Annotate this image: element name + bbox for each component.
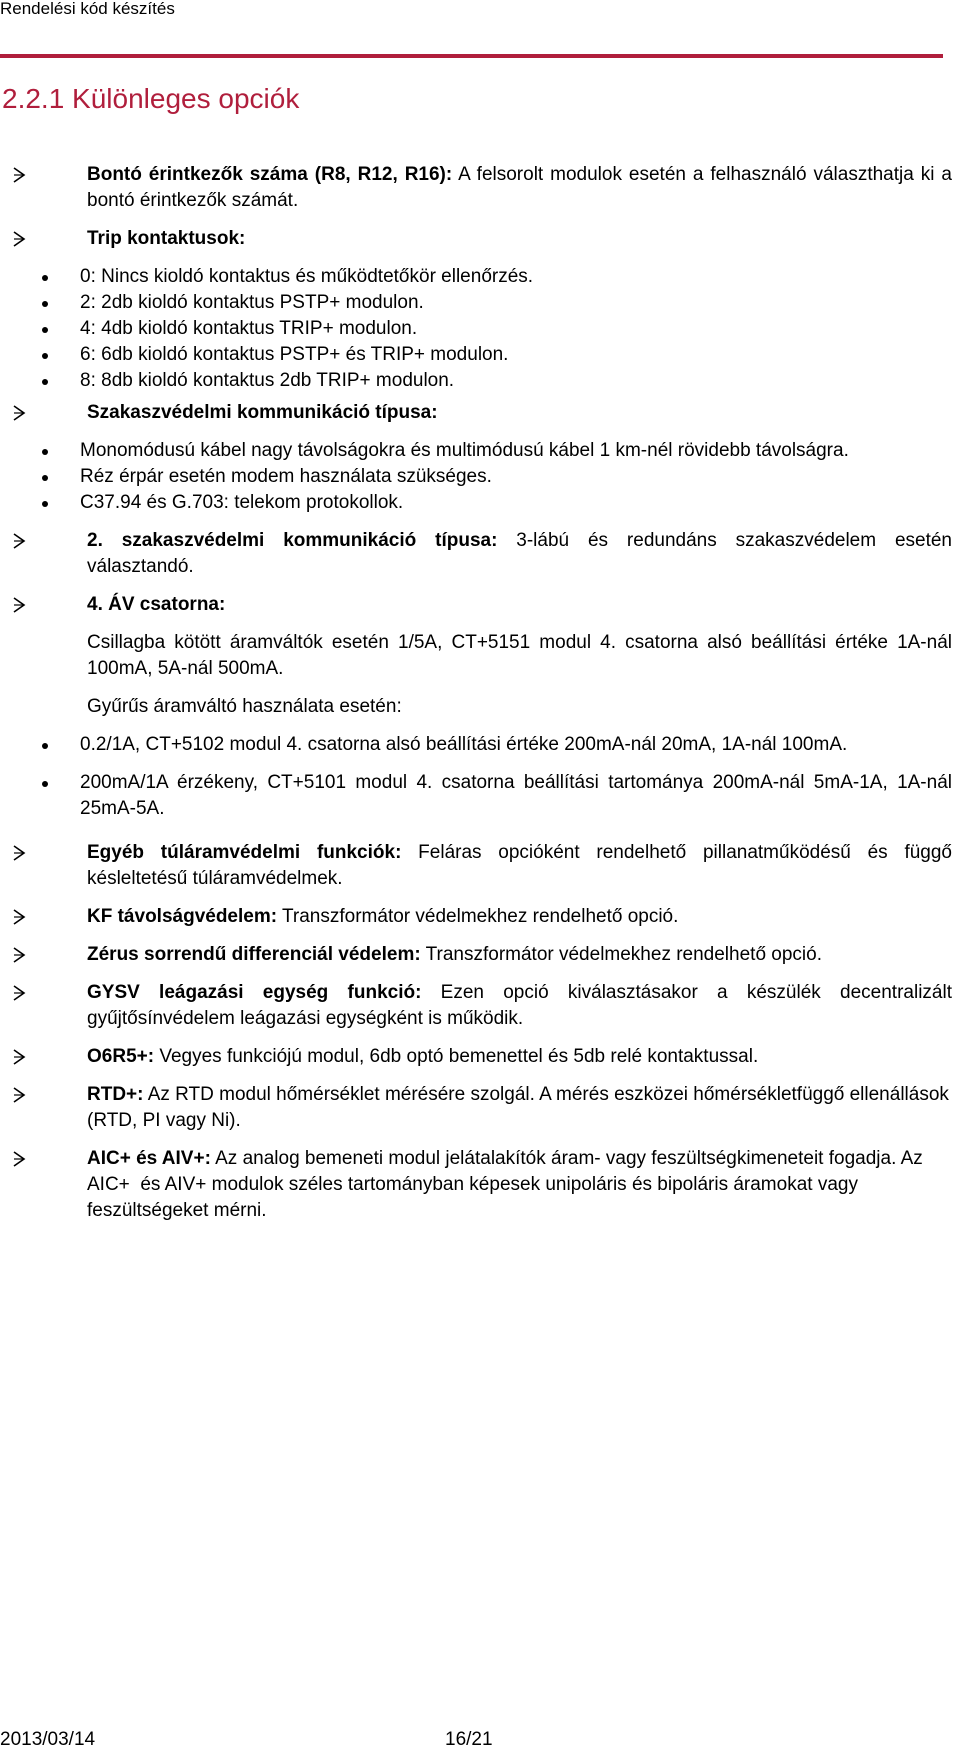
arrow-bullet-icon [12,840,34,866]
arrow-bullet-icon [12,592,34,618]
list-item: 2: 2db kioldó kontaktus PSTP+ modulon. [0,290,952,316]
av-options-list [0,732,952,822]
item-heading: Bontó érintkezők száma (R8, R12, R16): [87,164,453,185]
list-item [0,1082,952,1134]
item-text: Transzformátor védelmekhez rendelhető opció. [277,906,679,927]
list-item: 200mA/1A érzékeny, CT+5101 modul 4. csatorna beállítási tartománya 200mA-nál 5mA-1A, 1A-nál 25mA-5A. [0,770,952,822]
item-heading: AIC+ és AIV+: [87,1148,211,1169]
list-item [0,162,952,214]
item-text: 3-lábú és redundáns szakaszvédelem esetén választandó. [87,530,952,577]
list-item: Réz érpár esetén modem használata szükséges. [0,464,952,490]
item-heading: Egyéb túláramvédelmi funkciók: [87,842,402,863]
list-item [0,400,952,426]
list-item [0,528,952,580]
arrow-bullet-icon [12,528,34,554]
item-heading: Szakaszvédelmi kommunikáció típusa: [87,402,438,423]
list-item [0,904,952,930]
item-heading: 4. ÁV csatorna: [87,594,226,615]
header-title: Rendelési kód készítés [0,0,175,18]
document-body [0,162,952,1236]
page-number: 16/21 [445,1729,493,1750]
list-item: 6: 6db kioldó kontaktus PSTP+ és TRIP+ modulon. [0,342,952,368]
header-rule [0,54,943,58]
item-heading: KF távolságvédelem: [87,906,278,927]
list-item [0,840,952,892]
arrow-bullet-icon [12,942,34,968]
av-paragraph: Csillagba kötött áramváltók esetén 1/5A, CT+5151 modul 4. csatorna alsó beállítási értéke 1A-nál 100mA, 5A-nál 500mA. [87,632,952,679]
item-heading: Trip kontaktusok: [87,228,246,249]
item-text: Transzformátor védelmekhez rendelhető opció. [420,944,822,965]
item-text: Feláras opcióként rendelhető pillanatműködésű és függő késleltetésű túláramvédelmek. [87,842,952,889]
item-heading: RTD+: [87,1084,144,1105]
item-heading: O6R5+: [87,1046,155,1067]
arrow-bullet-icon [12,226,34,252]
item-heading: Zérus sorrendű differenciál védelem: [87,944,421,965]
list-item: C37.94 és G.703: telekom protokollok. [0,490,952,516]
section-title: 2.2.1 Különleges opciók [2,83,300,114]
item-heading: 2. szakaszvédelmi kommunikáció típusa: [87,530,498,551]
item-text: A felsorolt modulok esetén a felhasználó választhatja ki a bontó érintkezők számát. [87,164,952,211]
list-item [0,980,952,1032]
arrow-bullet-icon [12,162,34,188]
list-item [0,1146,952,1224]
list-item: 4: 4db kioldó kontaktus TRIP+ modulon. [0,316,952,342]
page-header [0,0,960,60]
item-heading: GYSV leágazási egység funkció: [87,982,422,1003]
item-text: Ezen opció kiválasztásakor a készülék decentralizált gyűjtősínvédelem leágazási egységként is működik. [87,982,952,1029]
item-text: Az analog bemeneti modul jelátalakítók áram- vagy feszültségkimeneteit fogadja. Az AIC+ és AIV+ modulok széles tartományban képesek unipoláris és bipoláris áramokat vagy feszültségeket mérni. [87,1148,927,1221]
list-item: 0: Nincs kioldó kontaktus és működtetőkör ellenőrzés. [0,264,952,290]
list-item: 0.2/1A, CT+5102 modul 4. csatorna alsó beállítási értéke 200mA-nál 20mA, 1A-nál 100mA. [0,732,952,758]
arrow-bullet-icon [12,904,34,930]
arrow-bullet-icon [12,1082,34,1108]
list-item [0,592,952,720]
comm-options-list [0,438,952,516]
arrow-bullet-icon [12,400,34,426]
arrow-bullet-icon [12,980,34,1006]
list-item [0,1044,952,1070]
footer-date: 2013/03/14 [0,1729,96,1750]
av-paragraph: Gyűrűs áramváltó használata esetén: [87,696,402,717]
arrow-bullet-icon [12,1044,34,1070]
trip-options-list [0,264,952,394]
item-text: Az RTD modul hőmérséklet mérésére szolgál. A mérés eszközei hőmérsékletfüggő ellenállások (RTD, PI vagy Ni). [87,1084,949,1131]
item-text: Vegyes funkciójú modul, 6db optó bemenettel és 5db relé kontaktussal. [154,1046,759,1067]
page-footer [0,1728,960,1758]
list-item [0,226,952,252]
list-item: 8: 8db kioldó kontaktus 2db TRIP+ modulon. [0,368,952,394]
list-item: Monomódusú kábel nagy távolságokra és multimódusú kábel 1 km-nél rövidebb távolságra. [0,438,952,464]
arrow-bullet-icon [12,1146,34,1172]
list-item [0,942,952,968]
